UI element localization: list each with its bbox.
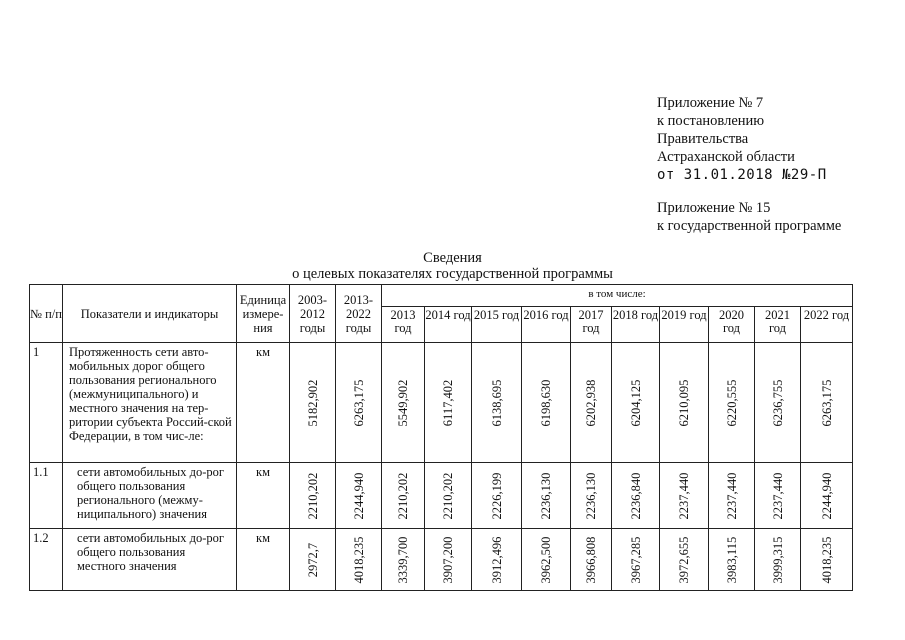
value-cell bbox=[522, 463, 571, 529]
header-unit: Единица измере-ния bbox=[237, 285, 290, 343]
value-cell bbox=[755, 529, 801, 591]
value-text: 3962,500 bbox=[539, 536, 553, 583]
value-text: 2236,130 bbox=[584, 472, 598, 519]
appendix-7-line3: Правительства bbox=[657, 131, 749, 147]
header-year-2013: 2013 год bbox=[382, 307, 425, 343]
value-cell bbox=[472, 343, 522, 463]
value-text: 3967,285 bbox=[628, 536, 643, 583]
value-cell bbox=[612, 343, 660, 463]
row-unit: км bbox=[237, 529, 290, 591]
document-title bbox=[0, 250, 905, 282]
appendix-15-title: Приложение № 15 bbox=[657, 200, 771, 216]
document-title-line1: Сведения bbox=[423, 250, 482, 266]
value-cell bbox=[522, 529, 571, 591]
appendix-15-block bbox=[657, 199, 841, 235]
header-period-2003-2012: 2003-2012 годы bbox=[290, 285, 336, 343]
value-cell bbox=[801, 343, 853, 463]
value-cell bbox=[801, 463, 853, 529]
appendix-7-block bbox=[657, 94, 827, 184]
header-indicator: Показатели и индикаторы bbox=[63, 285, 237, 343]
appendix-7-line2: к постановлению bbox=[657, 113, 765, 129]
value-text: 4018,235 bbox=[351, 536, 366, 583]
value-cell bbox=[290, 343, 336, 463]
value-cell bbox=[382, 463, 425, 529]
appendix-7-title: Приложение № 7 bbox=[657, 95, 764, 111]
header-year-2022: 2022 год bbox=[801, 307, 853, 343]
header-year-2019: 2019 год bbox=[660, 307, 709, 343]
value-text: 6198,630 bbox=[539, 379, 553, 426]
value-text: 6263,175 bbox=[819, 379, 834, 426]
table-row bbox=[30, 529, 853, 591]
value-text: 3983,115 bbox=[724, 536, 739, 583]
table-row bbox=[30, 343, 853, 463]
value-cell bbox=[709, 529, 755, 591]
appendix-15-line2: к государственной программе bbox=[657, 218, 842, 234]
value-cell bbox=[571, 529, 612, 591]
value-text: 6117,402 bbox=[441, 379, 455, 426]
value-cell bbox=[290, 529, 336, 591]
value-text: 6210,095 bbox=[677, 379, 691, 426]
value-cell bbox=[571, 343, 612, 463]
value-text: 2244,940 bbox=[351, 472, 366, 519]
row-number: 1.2 bbox=[30, 529, 63, 591]
value-text: 2210,202 bbox=[305, 472, 320, 519]
value-cell bbox=[801, 529, 853, 591]
row-indicator: сети автомобильных до-рог общего пользования регионального (межму-ниципального) значения bbox=[63, 463, 237, 529]
value-cell bbox=[336, 529, 382, 591]
value-cell bbox=[382, 529, 425, 591]
value-text: 2237,440 bbox=[724, 472, 739, 519]
row-indicator: Протяженность сети авто-мобильных дорог общего пользования регионального (межмуниципального) и местного значения на тер-ритории субъекта Россий-ской Федерации, в том чис-ле: bbox=[63, 343, 237, 463]
header-year-2020: 2020 год bbox=[709, 307, 755, 343]
value-text: 3972,655 bbox=[677, 536, 691, 583]
value-text: 2236,130 bbox=[539, 472, 553, 519]
value-text: 4018,235 bbox=[819, 536, 834, 583]
value-text: 6263,175 bbox=[351, 379, 366, 426]
value-text: 2972,7 bbox=[305, 542, 320, 577]
value-cell bbox=[755, 463, 801, 529]
value-text: 2237,440 bbox=[677, 472, 691, 519]
row-number: 1 bbox=[30, 343, 63, 463]
value-cell bbox=[660, 529, 709, 591]
value-text: 6138,695 bbox=[489, 379, 504, 426]
value-cell bbox=[425, 463, 472, 529]
value-text: 2236,840 bbox=[628, 472, 643, 519]
value-text: 3339,700 bbox=[396, 536, 410, 583]
value-text: 3907,200 bbox=[441, 536, 455, 583]
value-text: 6220,555 bbox=[724, 379, 739, 426]
header-including: в том числе: bbox=[382, 285, 853, 307]
value-text: 5182,902 bbox=[305, 379, 320, 426]
value-cell bbox=[382, 343, 425, 463]
table-row bbox=[30, 463, 853, 529]
value-text: 5549,902 bbox=[396, 379, 410, 426]
value-cell bbox=[472, 463, 522, 529]
row-unit: км bbox=[237, 343, 290, 463]
document-title-line2: о целевых показателях государственной программы bbox=[292, 266, 613, 282]
value-cell bbox=[709, 463, 755, 529]
appendix-7-date-number: от 31.01.2018 №29-П bbox=[657, 167, 827, 183]
row-number: 1.1 bbox=[30, 463, 63, 529]
appendix-7-line4: Астраханской области bbox=[657, 149, 795, 165]
header-year-2016: 2016 год bbox=[522, 307, 571, 343]
value-text: 2226,199 bbox=[489, 472, 504, 519]
value-text: 2210,202 bbox=[396, 472, 410, 519]
value-cell bbox=[612, 463, 660, 529]
row-indicator: сети автомобильных до-рог общего пользования местного значения bbox=[63, 529, 237, 591]
value-cell bbox=[336, 463, 382, 529]
value-cell bbox=[660, 463, 709, 529]
value-cell bbox=[709, 343, 755, 463]
header-year-2017: 2017 год bbox=[571, 307, 612, 343]
value-text: 2210,202 bbox=[441, 472, 455, 519]
header-year-2021: 2021 год bbox=[755, 307, 801, 343]
header-num: № п/п bbox=[30, 285, 63, 343]
value-text: 3966,808 bbox=[584, 536, 598, 583]
value-cell bbox=[336, 343, 382, 463]
header-year-2015: 2015 год bbox=[472, 307, 522, 343]
value-cell bbox=[660, 343, 709, 463]
row-unit: км bbox=[237, 463, 290, 529]
header-year-2018: 2018 год bbox=[612, 307, 660, 343]
value-cell bbox=[522, 343, 571, 463]
value-cell bbox=[571, 463, 612, 529]
value-text: 6204,125 bbox=[628, 379, 643, 426]
value-text: 6202,938 bbox=[584, 379, 598, 426]
header-year-2014: 2014 год bbox=[425, 307, 472, 343]
value-cell bbox=[425, 529, 472, 591]
indicators-table bbox=[29, 284, 853, 591]
value-cell bbox=[425, 343, 472, 463]
value-cell bbox=[290, 463, 336, 529]
value-cell bbox=[472, 529, 522, 591]
value-text: 6236,755 bbox=[770, 379, 785, 426]
value-text: 2237,440 bbox=[770, 472, 785, 519]
value-cell bbox=[755, 343, 801, 463]
value-cell bbox=[612, 529, 660, 591]
value-text: 3912,496 bbox=[489, 536, 504, 583]
value-text: 2244,940 bbox=[819, 472, 834, 519]
value-text: 3999,315 bbox=[770, 536, 785, 583]
header-period-2013-2022: 2013-2022 годы bbox=[336, 285, 382, 343]
